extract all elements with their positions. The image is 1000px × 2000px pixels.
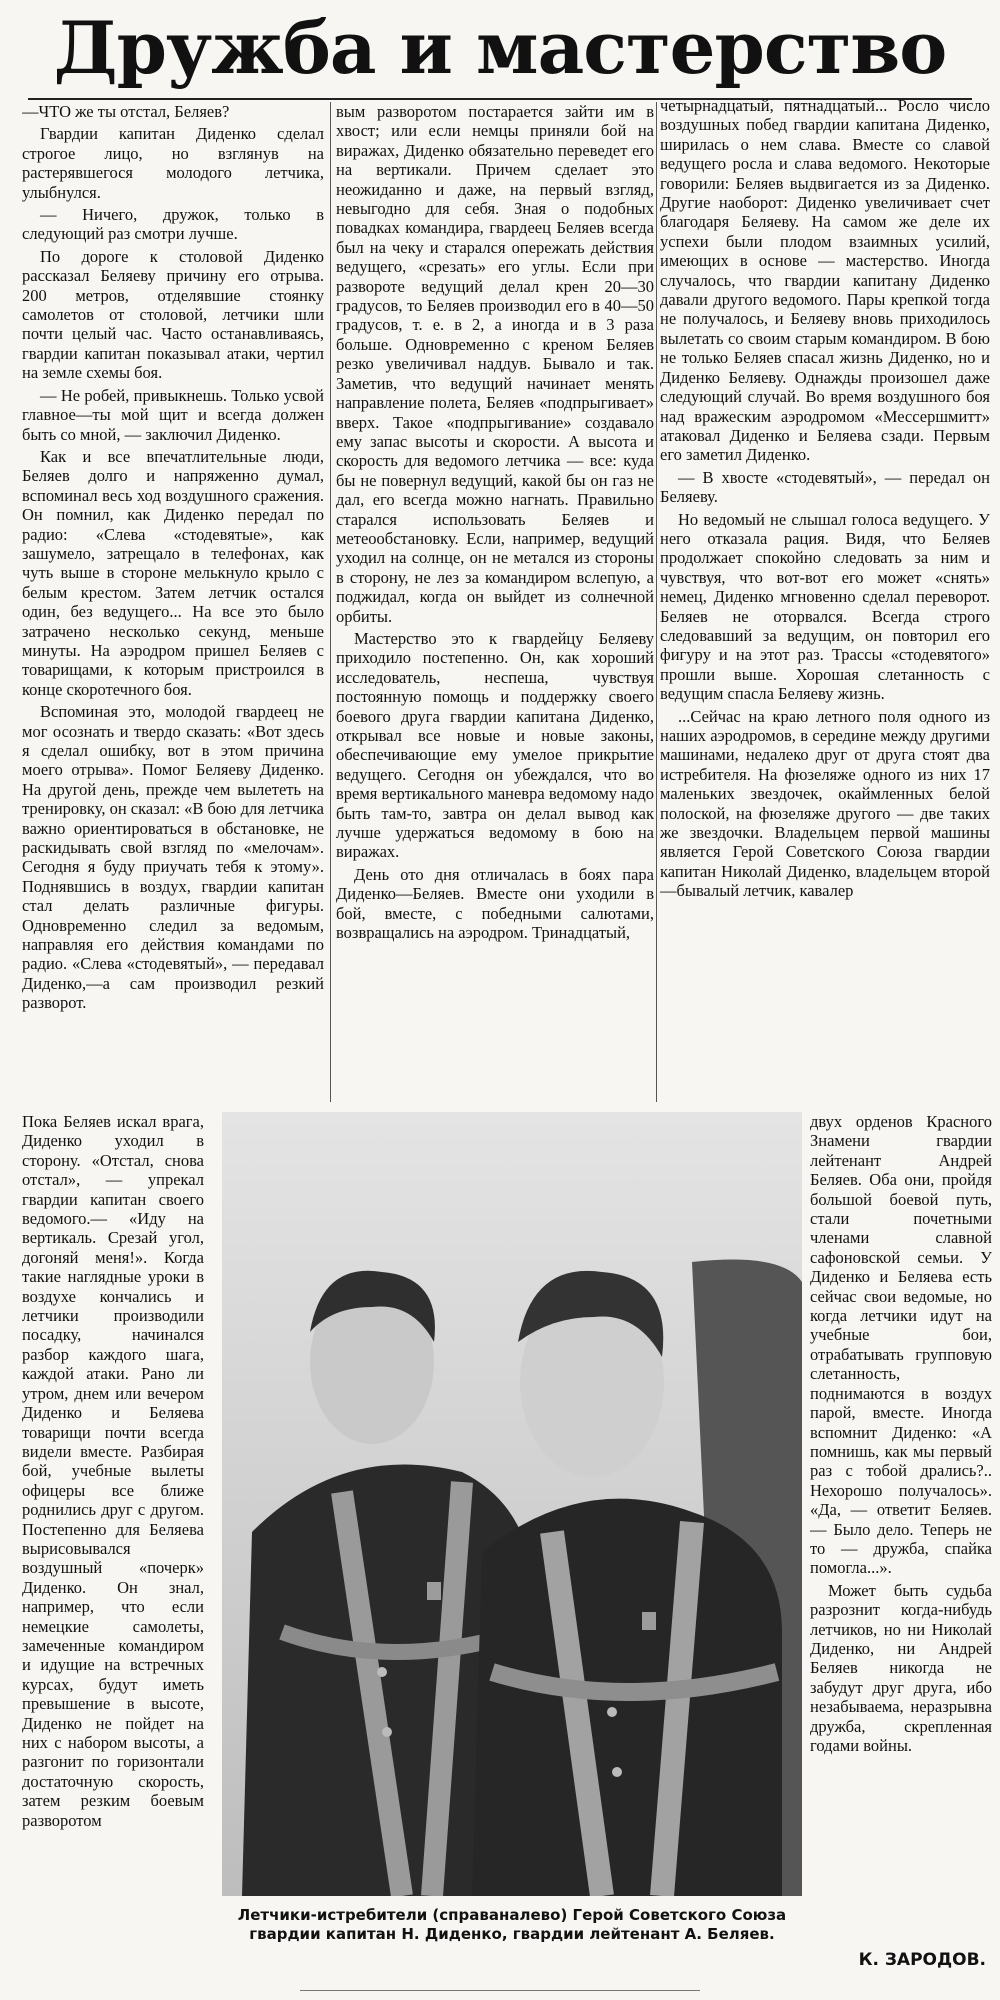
author-signature: К. ЗАРОДОВ. <box>858 1950 986 1970</box>
article-column-3 <box>660 96 990 1106</box>
article-paragraph: Но ведомый не слышал голоса ведущего. У него отказала рация. Видя, что Беляев продолжает спокойно следовать за ним и чувствуя, что вот-вот его может «снять» немец, Диденко мгновенно сделал переворот. Беляев не оторвался. Всегда строго следовавший за ведущим, он повторил его фигуру и на этот раз. Трассы «стодевятого» прошли выше. Хорошая слетанность с ведущим спасла Беляеву жизнь. <box>660 509 990 704</box>
article-column-2 <box>336 102 654 1102</box>
article-paragraph: ...Сейчас на краю летного поля одного из наших аэродромов, в середине между другими машинами, недалеко друг от друга стоят два истребителя. На фюзеляже одного из них 17 маленьких звездочек, окаймленных белой полоской, на фюзеляже другого — две таких же звездочки. Владельцем первой машины является Герой Советского Союза гвардии капитан Николай Диденко, владельцем второй—бывалый летчик, кавалер <box>660 706 990 901</box>
article-paragraph: По дороге к столовой Диденко рассказал Беляеву причину его отрыва. 200 метров, отделявшие стоянку самолетов от столовой, летчики шли почти целый час. Часто останавливаясь, гвардии капитан показывал атаки, чертил на земле схемы боя. <box>22 246 324 383</box>
article-paragraph: Мастерство это к гвардейцу Беляеву приходило постепенно. Он, как хороший исследователь, неспеша, чувствуя постоянную помощь и поддержку своего боевого друга гвардии капитана Диденко, открывал все новые и новые законы, обеспечивающие ему умелое прикрытие ведущего. Сегодня он убеждался, что во время вертикального маневра ведомому надо быть там-то, завтра он делал вывод как лучше удержаться ведомому в бою на виражах. <box>336 628 654 862</box>
article-paragraph: вым разворотом постарается зайти им в хвост; или если немцы приняли бой на виражах, Диденко обязательно переведет его на вертикали. Причем сделает это неожиданно и даже, на первый взгляд, невыгодно для себя. Зная о подобных повадках командира, гвардеец Беляев всегда был на чеку и старался опережать действия ведущего, «срезать» его углы. Если при развороте ведущий делал крен 20—30 градусов, то Беляев производил его в 40—50 градусов, т. е. в 2, а иногда и в 3 раза больше. Одновременно с креном Беляев резко увеличивал наддув. Бывало и так. Заметив, что ведущий начинает менять направление полета, Беляев «подпрыгивает» вверх. Такое «подпрыгивание» создавало ему запас высоты и скорости. А высота и скорость для ведомого летчика — все: куда бы не повернул ведущий, какой бы он газ не дал, его всегда можно нагнать. Правильно старался использовать Беляев и метеообстановку. Если, например, ведущий уходил на солнце, он не метался из стороны в сторону, не лез за командиром вслепую, а поджидал, когда он выйдет из солнечной орбиты. <box>336 102 654 626</box>
photo-caption-line: гвардии капитан Н. Диденко, гвардии лейтенант А. Беляев. <box>249 1925 775 1943</box>
article-paragraph: Гвардии капитан Диденко сделал строгое лицо, но взглянув на растерявшегося молодого летчика, улыбнулся. <box>22 124 324 202</box>
article-paragraph: Как и все впечатлительные люди, Беляев долго и напряженно думал, вспоминал весь ход воздушного сражения. Он помнил, как Диденко передал по радио: «Слева «стодевятые», как зашумело, затрещало в телефонах, как чуть выше в стороне мелькнуло крыло с белым крестом. Затем летчик остался один, без ведущего... На все это было затрачено несколько секунд, меньше минуты. На аэродром пришел Беляев с товарищами, к которым пристроился в конце скоротечного боя. <box>22 446 324 699</box>
photo-caption <box>212 1906 812 1944</box>
article-paragraph: — Ничего, дружок, только в следующий раз смотри лучше. <box>22 205 324 244</box>
column-divider <box>656 102 657 1102</box>
article-paragraph: Может быть судьба разрознит когда-нибудь летчиков, но ни Николай Диденко, ни Андрей Беляев никогда не забудут друг друга, ибо незабываема, неразрывна дружба, скрепленная годами войны. <box>810 1580 992 1755</box>
article-paragraph: —ЧТО же ты отстал, Беляев? <box>22 102 230 121</box>
article-column-1-lower <box>22 1112 204 1980</box>
article-paragraph: День ото дня отличалась в боях пара Диденко—Беляев. Вместе они уходили в бой, вместе, с победными салютами, возвращались на аэродром. Тринадцатый, <box>336 864 654 943</box>
article-paragraph: двух орденов Красного Знамени гвардии лейтенант Андрей Беляев. Оба они, пройдя большой боевой путь, стали почетными членами славной сафоновской семьи. У Диденко и Беляева есть сейчас свои ведомые, но когда летчики идут на учебные бои, отрабатывать групповую слетанность, поднимаются в воздух парой, вместе. Иногда вспомнит Диденко: «А помнишь, как мы первый раз с тобой дрались?.. Нехорошо получалось». «Да, — ответит Беляев. — Было дело. Теперь не то — дружба, спайка помогла...». <box>810 1112 992 1578</box>
article-paragraph: четырнадцатый, пятнадцатый... Росло число воздушных побед гвардии капитана Диденко, ширилась о нем слава. Вместе со славой ведущего росла и слава ведомого. Некоторые говорили: Беляев выдвигается из за Диденко. Другие наоборот: Диденко увеличивает счет благодаря Беляеву. На самом же деле их успехи были плодом взаимных усилий, имеющих в основе — мастерство. Иногда случалось, что гвардии капитану Диденко давали другого ведомого. Пары крепкой тогда не получалось, и Беляеву вновь приходилось вылетать со своим старым командиром. В бою не только Беляев спасал жизнь Диденко, но и Диденко Беляеву. Однажды произошел даже следующий случай. Во время воздушного боя над вражеским аэродромом «Мессершмитт» атаковал Диденко и Беляева сзади. Первым его заметил Диденко. <box>660 96 990 465</box>
article-column-1 <box>22 102 324 1112</box>
pilots-photo <box>222 1112 802 1896</box>
article-paragraph: Пока Беляев искал врага, Диденко уходил в сторону. «Отстал, снова отстал», — упрекал гвардии капитан своего ведомого.— «Иду на вертикаль. Срезай угол, догоняй меня!». Когда такие наглядные уроки в воздухе кончались и летчики производили посадку, начинался разбор каждого шага, каждой атаки. Рано ли утром, днем или вечером Диденко и Беляева товарищи почти всегда видели вместе. Разбирая бой, учебные вылеты офицеры все ближе роднились друг с другом. Постепенно для Беляева вырисовывался воздушный «почерк» Диденко. Он знал, например, что если немецкие самолеты, замеченные командиром и идущие на встречных курсах, будут иметь превышение в высоте, Диденко не пойдет на них с набором высоты, а разгонит по горизонтали достаточную скорость, затем резким боевым разворотом <box>22 1112 204 1830</box>
headline: Дружба и мастерство <box>53 5 947 90</box>
article-paragraph: — В хвосте «стодевятый», — передал он Беляеву. <box>660 467 990 507</box>
article-column-3-lower <box>810 1112 992 1962</box>
article-paragraph: — Не робей, привыкнешь. Только усвой главное—ты мой щит и всегда должен быть со мной, — заключил Диденко. <box>22 385 324 444</box>
photo-caption-line: Летчики-истребители (справаналево) Герой Советского Союза <box>237 1906 787 1924</box>
column-divider <box>330 102 331 1102</box>
pilots-photo-illustration <box>222 1112 802 1896</box>
article-paragraph: Вспоминая это, молодой гвардеец не мог осознать и твердо сказать: «Вот здесь я сделал ошибку, вот в этом причина моего отрыва». Помог Беляеву Диденко. На другой день, прежде чем вылететь на тренировку, он сказал: «В бою для летчика важно ориентироваться в обстановке, не раскидывать свой взгляд по «мелочам». Сегодня я буду приучать тебя к этому». Поднявшись в воздух, гвардии капитан стал делать различные фигуры. Одновременно следил за ведомым, направляя его действия командами по радио. «Слева «стодевятый», — передавал Диденко,—а сам производил резкий разворот. <box>22 702 324 1013</box>
bottom-rule <box>300 1990 700 1991</box>
